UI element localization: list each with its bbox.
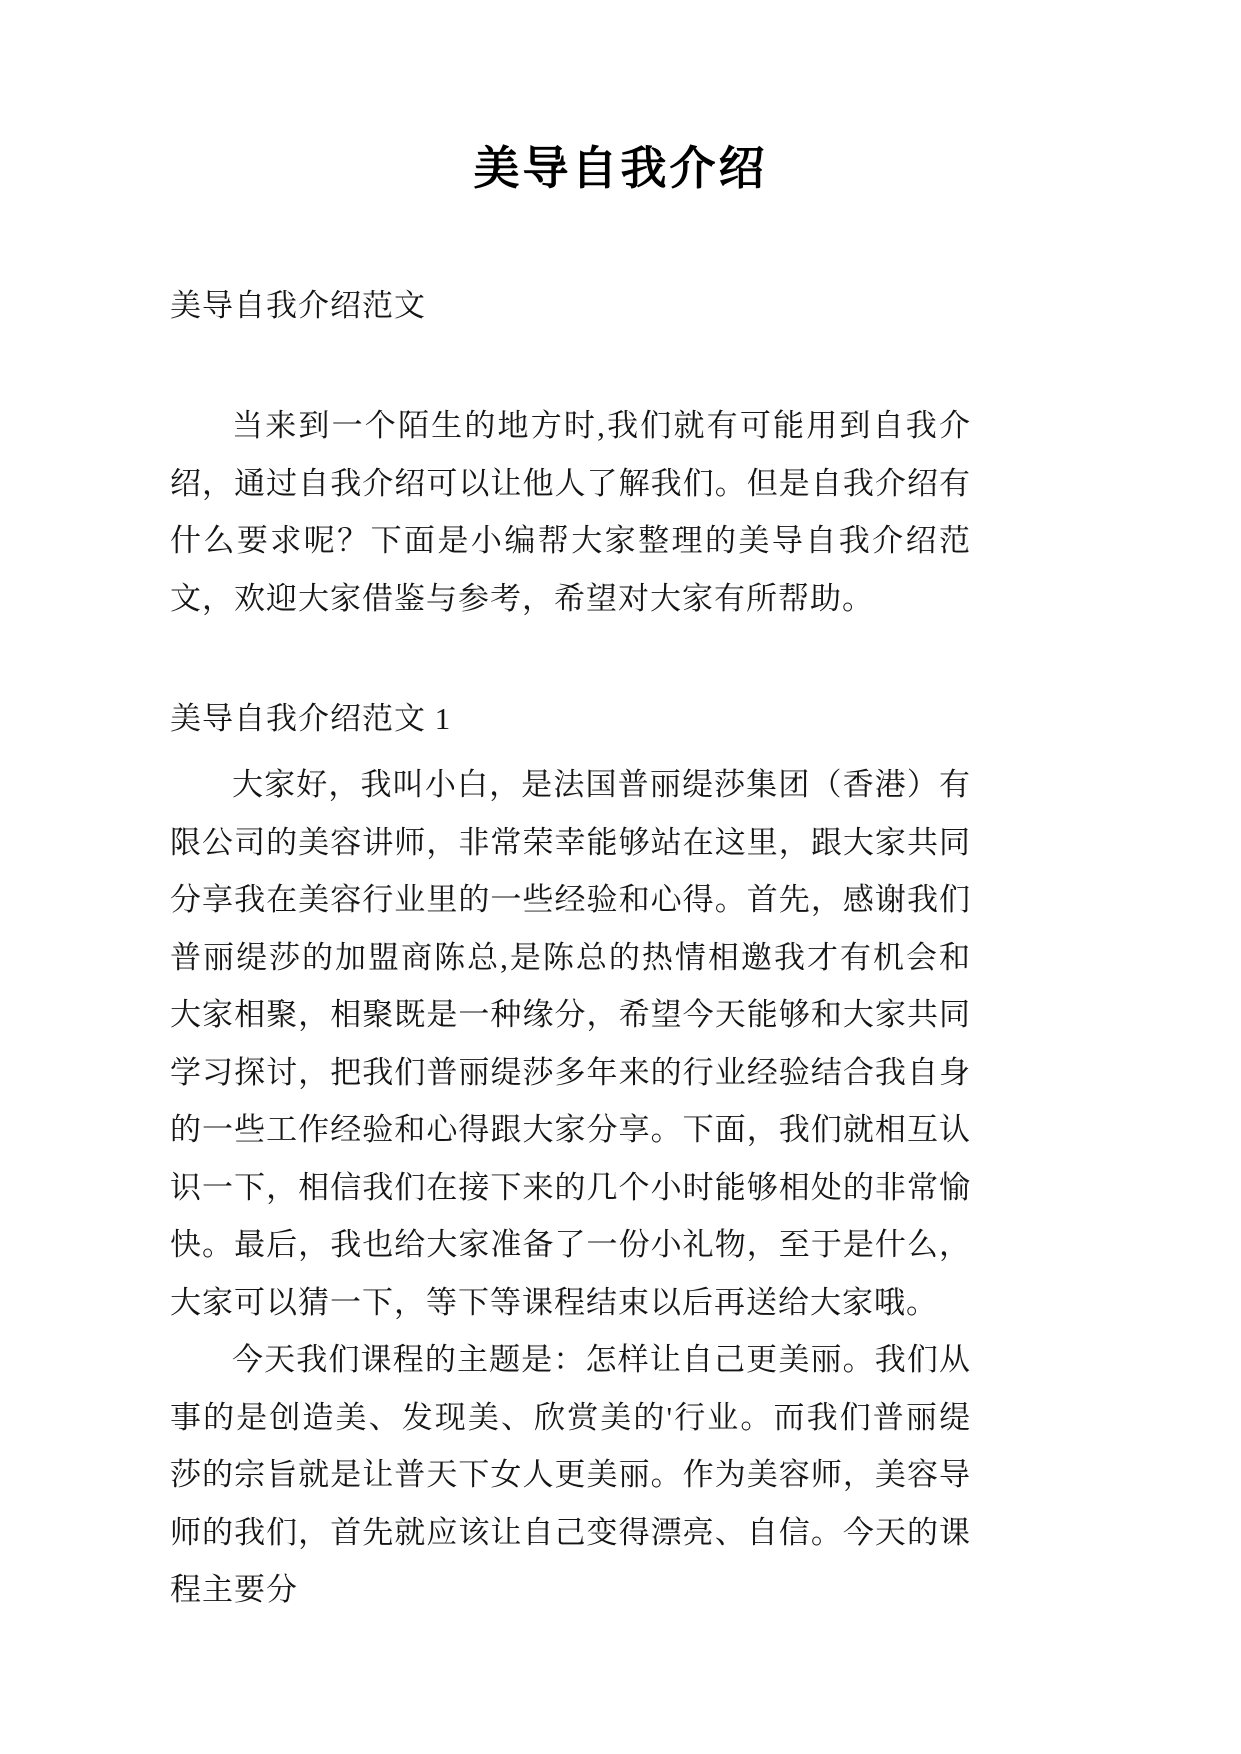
intro-paragraph: 当来到一个陌生的地方时,我们就有可能用到自我介绍，通过自我介绍可以让他人了解我们。但是自我介绍有什么要求呢？下面是小编帮大家整理的美导自我介绍范文，欢迎大家借鉴与参考，希望对大家有所帮助。 <box>170 408 971 616</box>
section-heading: 美导自我介绍范文 1 <box>170 701 452 736</box>
document-body <box>170 0 971 1619</box>
document-title: 美导自我介绍 <box>473 143 768 194</box>
body-paragraph-1: 大家好，我叫小白，是法国普丽缇莎集团（香港）有限公司的美容讲师，非常荣幸能够站在这里，跟大家共同分享我在美容行业里的一些经验和心得。首先，感谢我们普丽缇莎的加盟商陈总,是陈总的热情相邀我才有机会和大家相聚，相聚既是一种缘分，希望今天能够和大家共同学习探讨，把我们普丽缇莎多年来的行业经验结合我自身的一些工作经验和心得跟大家分享。下面，我们就相互认识一下，相信我们在接下来的几个小时能够相处的非常愉快。最后，我也给大家准备了一份小礼物，至于是什么，大家可以猜一下，等下等课程结束以后再送给大家哦。 <box>170 767 971 1320</box>
body-paragraph-2: 今天我们课程的主题是：怎样让自己更美丽。我们从事的是创造美、发现美、欣赏美的'行业。而我们普丽缇莎的宗旨就是让普天下女人更美丽。作为美容师，美容导师的我们，首先就应该让自己变得漂亮、自信。今天的课程主要分 <box>170 1342 971 1607</box>
document-subtitle: 美导自我介绍范文 <box>170 288 426 323</box>
